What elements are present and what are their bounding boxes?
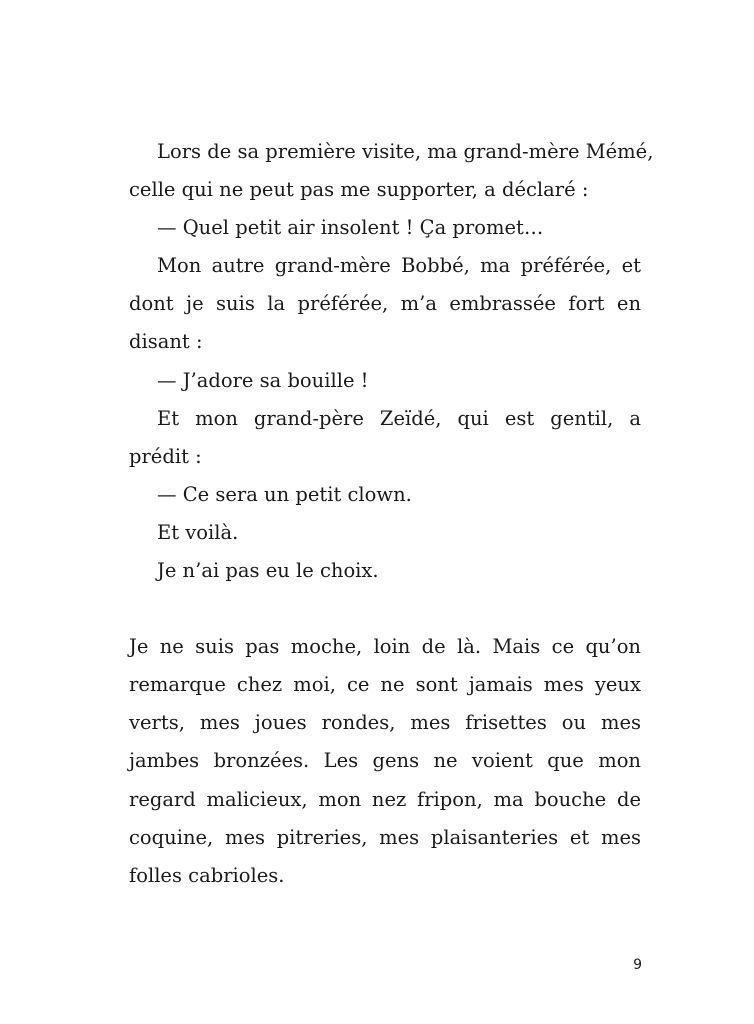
text-line: prédit : [129, 444, 202, 468]
text-line: Mon autre grand-mère Bobbé, ma préférée, et [157, 254, 641, 278]
text-line: disant : [129, 330, 203, 354]
text-line: regard malicieux, mon nez fripon, ma bouche de [129, 787, 641, 811]
text-line: folles cabrioles. [129, 863, 285, 887]
dialogue-line: — Ce sera un petit clown. [157, 482, 412, 506]
text-line: Je n’ai pas eu le choix. [157, 559, 379, 583]
dialogue-line: — Quel petit air insolent ! Ça promet… [157, 216, 544, 240]
page-text [129, 133, 654, 895]
text-line: verts, mes joues rondes, mes frisettes ou mes [129, 711, 641, 735]
text-line: Et voilà. [157, 520, 239, 544]
text-line: coquine, mes pitreries, mes plaisanteries et mes [129, 825, 641, 849]
page-number: 9 [633, 957, 642, 973]
text-line: Et mon grand-père Zeïdé, qui est gentil, a [157, 406, 641, 430]
text-line: jambes bronzées. Les gens ne voient que mon [129, 749, 641, 773]
text-line: dont je suis la préférée, m’a embrassée fort en [129, 292, 641, 316]
dialogue-line: — J’adore sa bouille ! [157, 368, 369, 392]
paragraph-gap [129, 590, 641, 628]
text-line: Lors de sa première visite, ma grand-mère Mémé, [157, 140, 654, 163]
text-line: remarque chez moi, ce ne sont jamais mes yeux [129, 673, 641, 697]
text-line: celle qui ne peut pas me supporter, a déclaré : [129, 178, 589, 202]
text-line: Je ne suis pas moche, loin de là. Mais ce qu’on [129, 635, 641, 659]
